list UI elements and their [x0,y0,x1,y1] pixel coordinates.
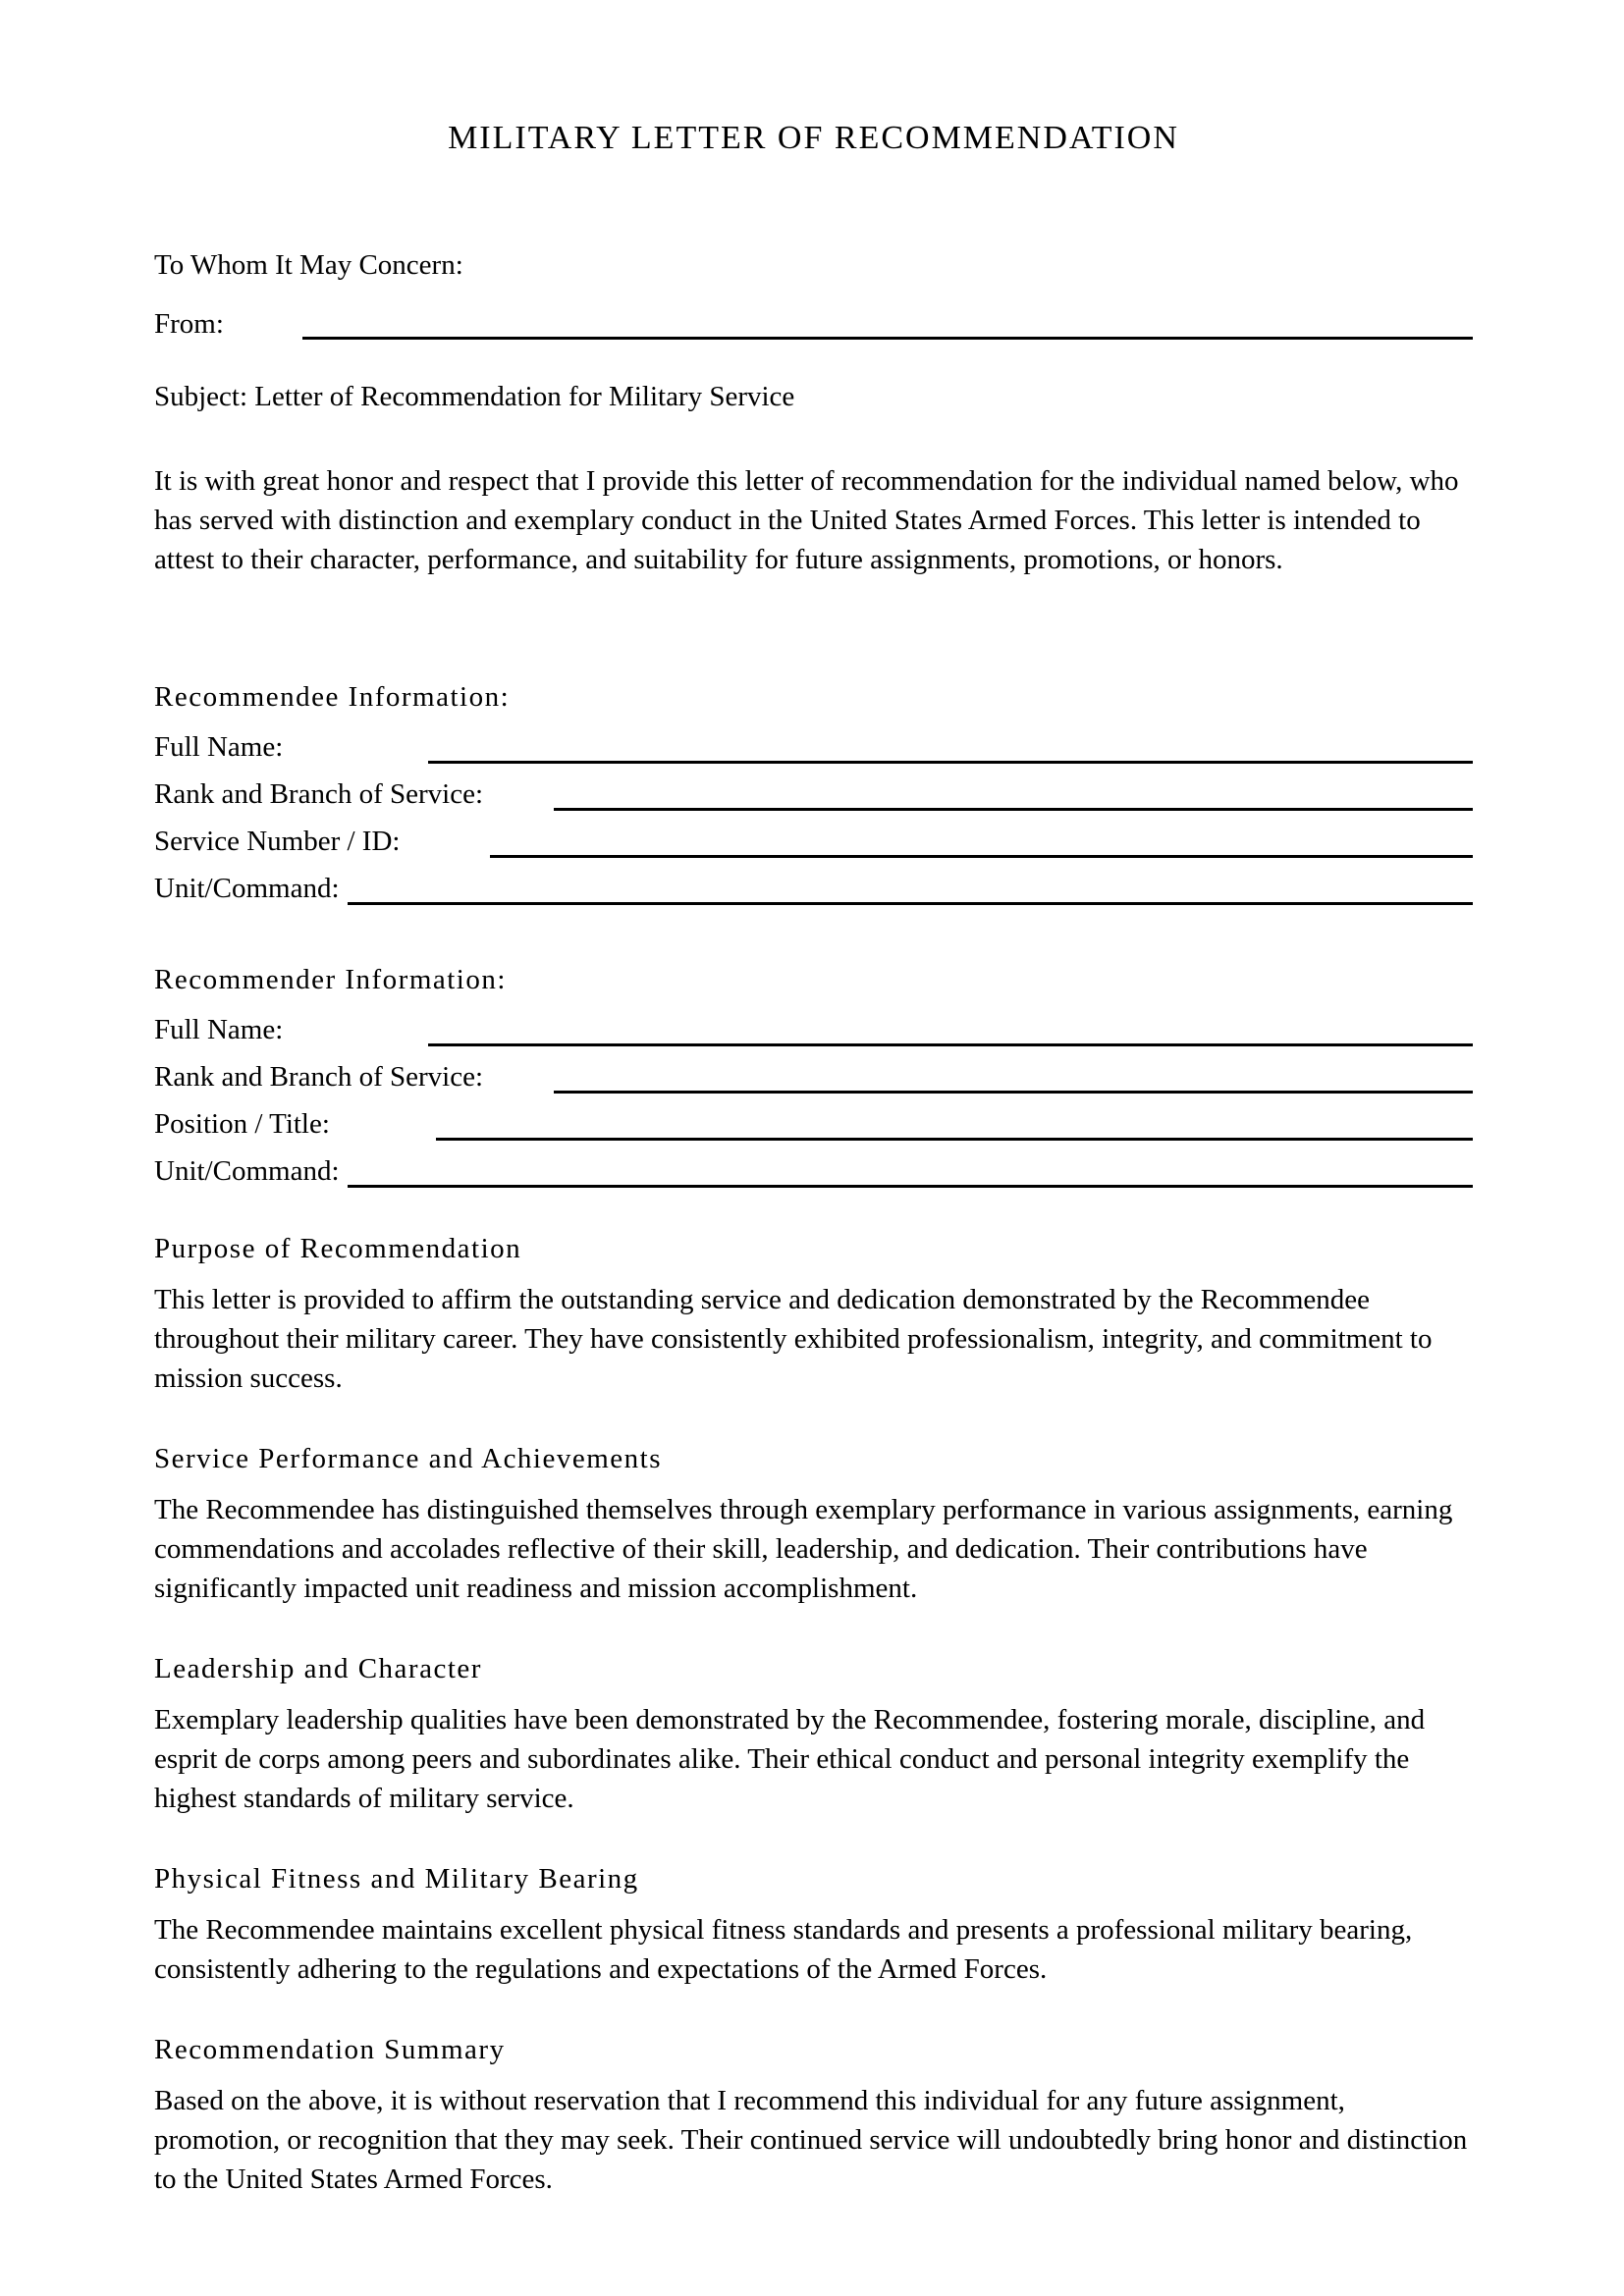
field-row-recommender-unit-command [154,1141,1473,1188]
section-physical-fitness [154,1859,1473,1989]
field-row-recommender-rank-branch [154,1046,1473,1094]
section-heading-recommendation-summary: Recommendation Summary [154,2034,506,2065]
fill-line-recommender-full-name[interactable] [428,1018,1473,1046]
field-label: Unit/Command: [154,873,340,904]
section-body-physical-fitness: The Recommendee maintains excellent physical fitness standards and presents a professional military bearing, consistently adhering to the regulations and expectations of the Armed Forces. [154,1914,1413,1985]
field-row-recommendee-service-number [154,811,1473,858]
field-label: Full Name: [154,1014,284,1045]
field-row-recommendee-rank-branch [154,764,1473,811]
recommender-info-block [154,960,1473,1188]
field-row-recommendee-full-name [154,717,1473,764]
field-row-recommender-position-title [154,1094,1473,1141]
field-label: Unit/Command: [154,1155,340,1187]
fill-line-recommender-unit-command[interactable] [348,1159,1474,1188]
section-body-service-performance: The Recommendee has distinguished themselves through exemplary performance in various assignments, earning commendations and accolades reflective of their skill, leadership, and dedication. Their contributions have significantly impacted unit readiness and mission accomplishment. [154,1494,1453,1604]
recommendee-heading: Recommendee Information: [154,681,511,713]
fill-line-recommendee-rank-branch[interactable] [554,782,1473,811]
fill-line-recommender-rank-branch[interactable] [554,1065,1473,1094]
fill-line-recommendee-full-name[interactable] [428,735,1473,764]
section-recommendation-summary [154,2030,1473,2199]
section-body-purpose: This letter is provided to affirm the outstanding service and dedication demonstrated by the Recommendee throughout their military career. They have consistently exhibited professionalism, integrity, and commitment to mission success. [154,1284,1433,1394]
subject-line: Subject: Letter of Recommendation for Military Service [154,381,795,412]
recommendee-info-block [154,677,1473,905]
from-label: From: [154,308,224,340]
section-heading-service-performance: Service Performance and Achievements [154,1443,663,1474]
section-heading-leadership-character: Leadership and Character [154,1653,482,1684]
salutation: To Whom It May Concern: [154,249,463,281]
fill-line-recommendee-unit-command[interactable] [348,877,1474,905]
from-fill-line[interactable] [302,311,1473,340]
section-heading-physical-fitness: Physical Fitness and Military Bearing [154,1863,639,1895]
recommender-heading: Recommender Information: [154,964,507,995]
letter-sections [154,1229,1473,2199]
section-purpose [154,1229,1473,1398]
section-body-recommendation-summary: Based on the above, it is without reservation that I recommend this individual for any future assignment, promotion, or recognition that they may seek. Their continued service will undoubtedly bring honor and distinction to the United States Armed Forces. [154,2085,1468,2195]
field-label: Rank and Branch of Service: [154,1061,484,1093]
field-row-recommendee-unit-command [154,858,1473,905]
field-label: Position / Title: [154,1108,330,1140]
section-service-performance [154,1439,1473,1608]
field-label: Full Name: [154,731,284,763]
field-label: Rank and Branch of Service: [154,778,484,810]
field-row-recommender-full-name [154,999,1473,1046]
fill-line-recommender-position-title[interactable] [436,1112,1473,1141]
section-heading-purpose: Purpose of Recommendation [154,1233,522,1264]
fill-line-recommendee-service-number[interactable] [490,829,1473,858]
intro-paragraph: It is with great honor and respect that I provide this letter of recommendation for the individual named below, who has served with distinction and exemplary conduct in the United States Armed Forces. This letter is intended to attest to their character, performance, and suitability for future assignments, promotions, or honors. [154,465,1459,575]
page-title: MILITARY LETTER OF RECOMMENDATION [448,120,1179,156]
field-label: Service Number / ID: [154,826,401,857]
section-leadership-character [154,1649,1473,1818]
from-field-row [154,306,1473,340]
section-body-leadership-character: Exemplary leadership qualities have been demonstrated by the Recommendee, fostering morale, discipline, and esprit de corps among peers and subordinates alike. Their ethical conduct and personal integrity exemplify the highest standards of military service. [154,1704,1426,1814]
